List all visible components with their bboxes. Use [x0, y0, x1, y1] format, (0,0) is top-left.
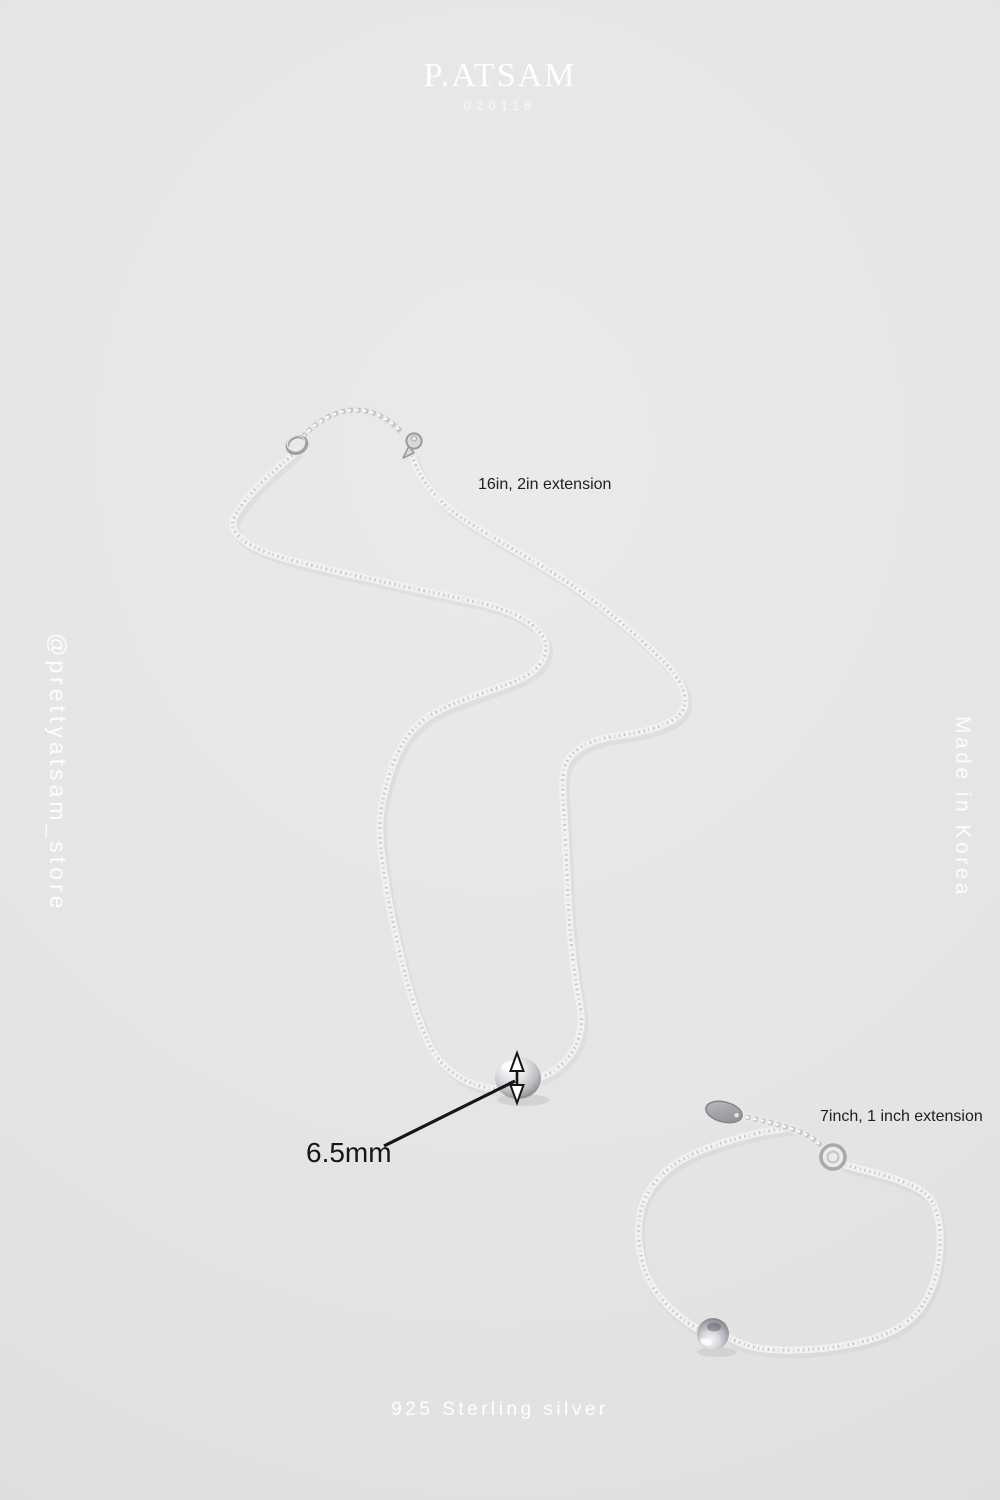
watermark-made-in: Made in Korea — [951, 716, 974, 899]
bracelet-end-tag — [704, 1098, 745, 1126]
necklace-chain-right — [412, 455, 685, 1077]
bracelet-chain-right — [730, 1165, 940, 1350]
brand-logo: P.ATSAM — [423, 57, 577, 94]
necklace-length-label: 16in, 2in extension — [478, 476, 612, 493]
bead-pointer-line — [384, 1081, 515, 1146]
necklace — [233, 410, 688, 1146]
brand-model-code: 020118 — [463, 98, 537, 113]
bracelet — [639, 1098, 943, 1357]
bracelet-chain-left — [639, 1128, 792, 1329]
bead-size-label: 6.5mm — [306, 1137, 392, 1168]
bracelet-clasp-ring — [821, 1145, 845, 1169]
necklace-chain-shadow — [236, 456, 688, 1093]
necklace-extension-chain — [303, 410, 402, 437]
necklace-end-tag — [403, 433, 422, 458]
bracelet-bead — [697, 1318, 729, 1350]
material-label: 925 Sterling silver — [391, 1399, 609, 1420]
bracelet-length-label: 7inch, 1 inch extension — [820, 1108, 983, 1125]
watermark-instagram-handle: @prettyatsam_store — [45, 633, 71, 913]
